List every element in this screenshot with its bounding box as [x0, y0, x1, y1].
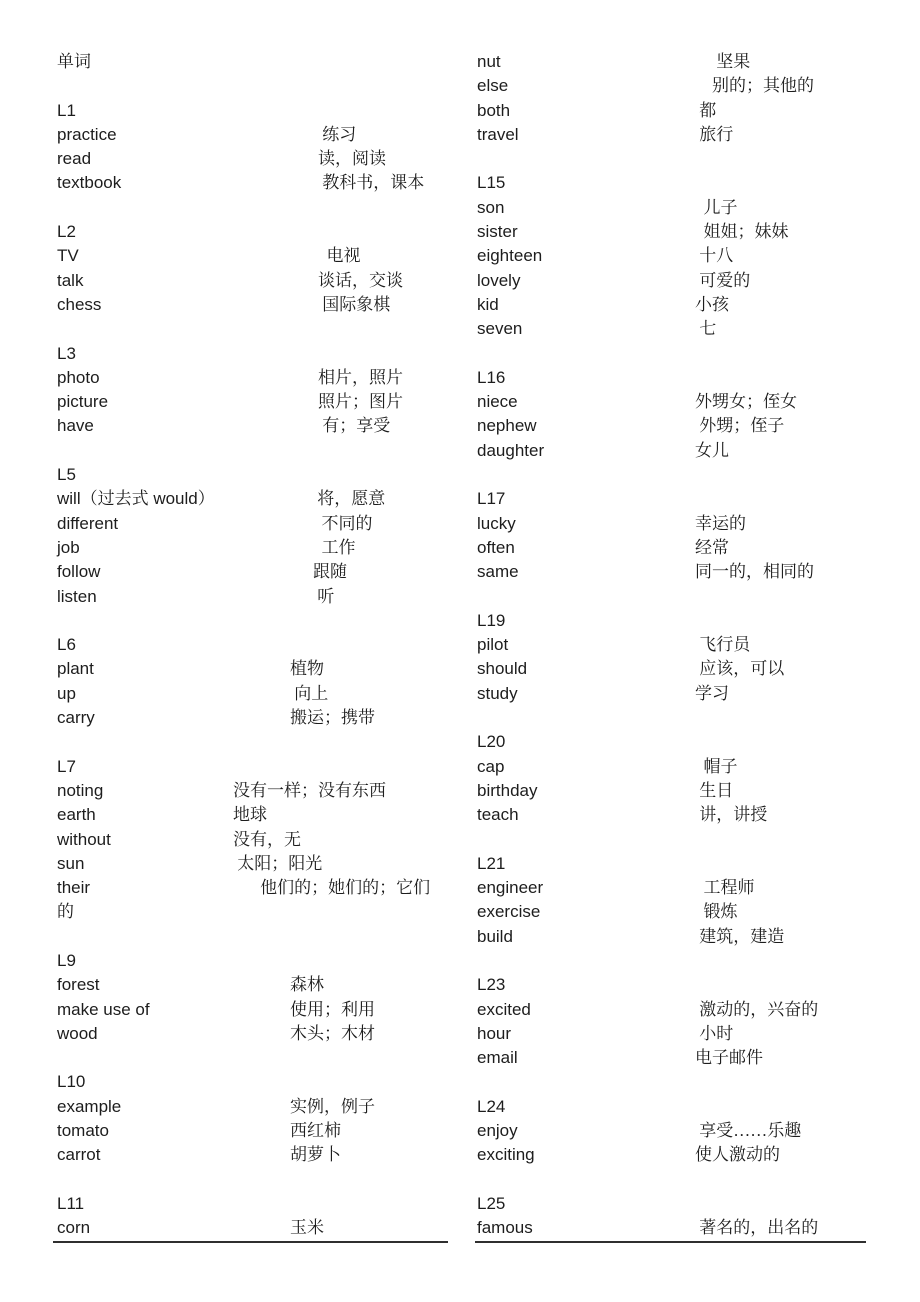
- chinese-meaning: 使人激动的: [695, 1145, 780, 1165]
- lesson-label: L9: [57, 950, 76, 970]
- chinese-meaning: 西红柿: [290, 1121, 341, 1141]
- chinese-meaning: 向上: [290, 683, 329, 703]
- vocab-row: [57, 682, 448, 706]
- chinese-meaning: 国际象棋: [318, 294, 391, 314]
- english-word: email: [477, 1048, 518, 1068]
- lesson-block: [57, 463, 448, 609]
- english-word: exercise: [477, 902, 541, 922]
- chinese-meaning: 外甥女；侄女: [695, 392, 797, 412]
- english-word: son: [477, 197, 505, 217]
- english-word: study: [477, 683, 518, 703]
- english-word: different: [57, 513, 119, 533]
- lesson-label: L21: [477, 853, 506, 873]
- english-word: have: [57, 416, 94, 436]
- chinese-meaning: 电子邮件: [695, 1048, 763, 1068]
- chinese-meaning: 小时: [695, 1023, 734, 1043]
- page-title: 单词: [57, 52, 91, 71]
- vocab-row: [57, 147, 448, 171]
- column-left: [53, 50, 448, 1243]
- lesson-block: [57, 949, 448, 1046]
- lesson-label: L10: [57, 1072, 86, 1092]
- chinese-meaning: 小孩: [695, 294, 729, 314]
- chinese-meaning: 讲，讲授: [695, 805, 768, 825]
- lesson-block: [57, 1070, 448, 1167]
- vocab-row: [477, 293, 866, 317]
- vocab-row: [57, 414, 448, 438]
- english-word: both: [477, 100, 511, 120]
- chinese-meaning: 跟随: [313, 562, 347, 582]
- vocab-row: [57, 828, 448, 852]
- chinese-meaning: 幸运的: [695, 513, 746, 533]
- vocab-row: [477, 657, 866, 681]
- vocab-row: [57, 269, 448, 293]
- english-word: often: [477, 537, 515, 557]
- chinese-meaning: 锻炼: [695, 902, 738, 922]
- english-word: read: [57, 149, 92, 169]
- english-word: same: [477, 562, 519, 582]
- chinese-meaning: 地球: [233, 805, 267, 825]
- chinese-meaning: 激动的，兴奋的: [695, 999, 819, 1019]
- chinese-meaning: 玉米: [290, 1218, 324, 1238]
- chinese-meaning: 学习: [695, 683, 729, 703]
- chinese-meaning: 练习: [318, 124, 357, 144]
- english-word: niece: [477, 392, 518, 412]
- english-word: excited: [477, 999, 531, 1019]
- chinese-meaning: 可爱的: [695, 270, 751, 290]
- lesson-block: [57, 50, 448, 74]
- chinese-meaning: 别的；其他的: [695, 76, 814, 96]
- chinese-meaning: 有；享受: [318, 416, 391, 436]
- english-word: teach: [477, 805, 519, 825]
- lesson-label: L17: [477, 489, 506, 509]
- english-word: enjoy: [477, 1121, 518, 1141]
- english-word: lovely: [477, 270, 521, 290]
- lesson-label: L16: [477, 367, 506, 387]
- english-word: example: [57, 1096, 122, 1116]
- chinese-meaning: 照片；图片: [318, 392, 403, 412]
- vocab-row: [477, 1046, 866, 1070]
- lesson-block: [57, 220, 448, 317]
- lesson-block: [477, 1192, 866, 1241]
- chinese-meaning: 木头；木材: [290, 1023, 375, 1043]
- vocab-row: [477, 560, 866, 584]
- vocab-row: [477, 682, 866, 706]
- lesson-block: [57, 1192, 448, 1241]
- chinese-meaning: 坚果: [695, 52, 751, 71]
- english-word: follow: [57, 562, 101, 582]
- lesson-label: L11: [57, 1193, 85, 1213]
- chinese-meaning: 七: [695, 319, 717, 339]
- chinese-meaning: 享受……乐趣: [695, 1121, 802, 1141]
- chinese-meaning: 植物: [290, 659, 324, 679]
- vocab-row: [477, 925, 866, 949]
- chinese-meaning: 帽子: [695, 756, 738, 776]
- column-right: [475, 50, 866, 1243]
- english-word: noting: [57, 780, 104, 800]
- vocab-row: [477, 317, 866, 341]
- english-word: engineer: [477, 878, 544, 898]
- chinese-meaning: 没有一样；没有东西: [233, 780, 386, 800]
- english-word: nephew: [477, 416, 537, 436]
- vocab-row: [477, 414, 866, 438]
- vocab-row: [477, 1119, 866, 1143]
- vocab-row: [477, 269, 866, 293]
- chinese-meaning: 十八: [695, 246, 734, 266]
- chinese-meaning: 女儿: [695, 440, 729, 460]
- english-word: wood: [57, 1023, 98, 1043]
- lesson-label: L20: [477, 732, 506, 752]
- lesson-block: [57, 342, 448, 439]
- english-word: carry: [57, 708, 95, 728]
- lesson-label: L6: [57, 635, 76, 655]
- lesson-block: [477, 973, 866, 1070]
- chinese-meaning: 飞行员: [695, 635, 751, 655]
- lesson-label: L5: [57, 465, 76, 485]
- vocab-row: [477, 439, 866, 463]
- english-word: exciting: [477, 1145, 535, 1165]
- english-word: build: [477, 926, 513, 946]
- lesson-block: [477, 171, 866, 341]
- chinese-meaning: 读，阅读: [318, 149, 386, 169]
- lesson-block: [477, 730, 866, 827]
- english-word: else: [477, 76, 509, 96]
- lesson-label: L19: [477, 610, 506, 630]
- english-word: earth: [57, 805, 96, 825]
- chinese-meaning: 没有，无: [233, 829, 301, 849]
- lesson-label: L2: [57, 222, 76, 242]
- english-word: plant: [57, 659, 94, 679]
- chinese-meaning: 森林: [290, 975, 324, 995]
- english-word: should: [477, 659, 528, 679]
- vocab-row: [477, 1022, 866, 1046]
- vocab-row: [477, 633, 866, 657]
- vocab-row: [57, 171, 448, 195]
- vocab-row: [57, 1119, 448, 1143]
- vocab-row: [57, 244, 448, 268]
- vocab-row: [57, 706, 448, 730]
- lesson-block: [57, 633, 448, 730]
- english-word: up: [57, 683, 76, 703]
- vocab-row: [57, 1022, 448, 1046]
- english-word: photo: [57, 367, 100, 387]
- lesson-block: [57, 99, 448, 196]
- chinese-meaning: 建筑，建造: [695, 926, 785, 946]
- vocab-row: [57, 852, 448, 876]
- english-word: carrot: [57, 1145, 101, 1165]
- vocab-row: [477, 123, 866, 147]
- english-word: TV: [57, 246, 79, 266]
- vocab-row: [477, 220, 866, 244]
- vocab-row: [57, 366, 448, 390]
- english-word: hour: [477, 1023, 512, 1043]
- english-word: sun: [57, 853, 85, 873]
- lesson-label: L25: [477, 1193, 506, 1213]
- vocab-row: [477, 1216, 866, 1240]
- vocab-row: [57, 803, 448, 827]
- vocab-row: [57, 657, 448, 681]
- lesson-label: L24: [477, 1096, 506, 1116]
- lesson-label: L15: [477, 173, 506, 193]
- chinese-meaning: 谈话，交谈: [318, 270, 403, 290]
- vocab-row: [477, 390, 866, 414]
- english-word: famous: [477, 1218, 533, 1238]
- chinese-meaning: 工作: [313, 537, 356, 557]
- vocab-row: [477, 196, 866, 220]
- chinese-meaning: 都: [695, 100, 717, 120]
- chinese-meaning: 将，愿意: [313, 489, 386, 509]
- english-word: eighteen: [477, 246, 543, 266]
- vocab-row: [57, 560, 448, 584]
- chinese-meaning: 生日: [695, 780, 734, 800]
- lesson-block: [477, 366, 866, 463]
- lesson-label: L3: [57, 343, 76, 363]
- english-word: tomato: [57, 1121, 109, 1141]
- vocab-row: [57, 876, 448, 925]
- english-word: sister: [477, 222, 518, 242]
- lesson-block: [477, 1095, 866, 1168]
- vocab-row: [477, 998, 866, 1022]
- english-word: nut: [477, 52, 501, 71]
- vocab-row: [57, 973, 448, 997]
- vocab-row: [477, 803, 866, 827]
- chinese-meaning: 搬运；携带: [290, 708, 375, 728]
- vocab-row: [477, 244, 866, 268]
- chinese-meaning: 姐姐；妹妹: [695, 222, 789, 242]
- vocab-row: [57, 1095, 448, 1119]
- english-word: without: [57, 829, 111, 849]
- chinese-meaning: 教科书，课本: [318, 173, 425, 193]
- chinese-meaning: 工程师: [695, 878, 755, 898]
- english-word: will（过去式 would）: [57, 489, 215, 509]
- english-word: picture: [57, 392, 109, 412]
- english-word: corn: [57, 1218, 91, 1238]
- lesson-block: [477, 852, 866, 949]
- english-word: travel: [477, 124, 519, 144]
- english-word: their: [57, 878, 91, 898]
- english-word: textbook: [57, 173, 122, 193]
- english-word: practice: [57, 124, 117, 144]
- vocab-row: [477, 900, 866, 924]
- chinese-meaning: 外甥；侄子: [695, 416, 785, 436]
- vocab-row: [477, 74, 866, 98]
- vocab-row: [57, 1143, 448, 1167]
- english-word: seven: [477, 319, 523, 339]
- vocab-row: [57, 779, 448, 803]
- vocab-row: [57, 293, 448, 317]
- chinese-meaning: 经常: [695, 537, 729, 557]
- chinese-meaning: 儿子: [695, 197, 738, 217]
- lesson-block: [477, 487, 866, 584]
- vocab-row: [57, 512, 448, 536]
- vocab-row: [57, 123, 448, 147]
- english-word: make use of: [57, 999, 150, 1019]
- vocab-row: [477, 50, 866, 74]
- english-word: chess: [57, 294, 102, 314]
- chinese-meaning: 同一的，相同的: [695, 562, 814, 582]
- chinese-meaning: 胡萝卜: [290, 1145, 341, 1165]
- english-word: birthday: [477, 780, 538, 800]
- vocab-row: [477, 876, 866, 900]
- chinese-meaning: 实例，例子: [290, 1096, 375, 1116]
- english-word: lucky: [477, 513, 516, 533]
- vocab-row: [477, 755, 866, 779]
- chinese-meaning: 听: [313, 586, 335, 606]
- english-word: cap: [477, 756, 505, 776]
- chinese-meaning: 旅行: [695, 124, 734, 144]
- vocab-row: [477, 512, 866, 536]
- lesson-label: L7: [57, 756, 76, 776]
- chinese-meaning: 著名的，出名的: [695, 1218, 819, 1238]
- chinese-meaning: 使用；利用: [290, 999, 375, 1019]
- vocab-row: [57, 536, 448, 560]
- english-word: talk: [57, 270, 84, 290]
- chinese-meaning: 他们的；她们的；它们 的: [57, 878, 431, 922]
- vocab-row: [57, 585, 448, 609]
- english-word: job: [57, 537, 80, 557]
- vocab-row: [477, 779, 866, 803]
- english-word: listen: [57, 586, 97, 606]
- vocab-row: [477, 1143, 866, 1167]
- vocab-row: [57, 1216, 448, 1240]
- vocab-row: [57, 487, 448, 511]
- chinese-meaning: 不同的: [313, 513, 373, 533]
- vocab-row: [477, 536, 866, 560]
- english-word: pilot: [477, 635, 509, 655]
- english-word: daughter: [477, 440, 545, 460]
- lesson-block: [477, 609, 866, 706]
- lesson-label: L1: [57, 100, 76, 120]
- english-word: forest: [57, 975, 100, 995]
- chinese-meaning: 相片，照片: [318, 367, 403, 387]
- vocab-row: [57, 998, 448, 1022]
- vocab-row: [57, 390, 448, 414]
- vocab-row: [477, 99, 866, 123]
- lesson-block: [477, 50, 866, 147]
- chinese-meaning: 应该，可以: [695, 659, 785, 679]
- lesson-label: L23: [477, 975, 506, 995]
- chinese-meaning: 电视: [318, 246, 361, 266]
- english-word: kid: [477, 294, 499, 314]
- lesson-block: [57, 755, 448, 925]
- chinese-meaning: 太阳；阳光: [233, 853, 323, 873]
